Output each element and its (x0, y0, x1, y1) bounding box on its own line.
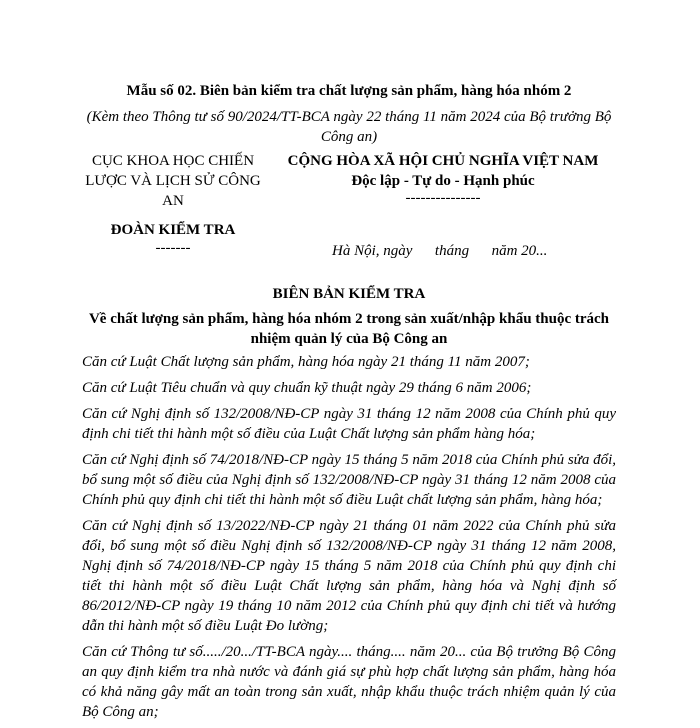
document-subject: Về chất lượng sản phẩm, hàng hóa nhóm 2 trong sản xuất/nhập khẩu thuộc trách nhiệm quản lý của Bộ Công an (88, 311, 610, 347)
agency-name: CỤC KHOA HỌC CHIẾN LƯỢC VÀ LỊCH SỬ CÔNG AN (85, 153, 261, 209)
legal-basis-item: Căn cứ Thông tư số...../20.../TT-BCA ngày.... tháng.... năm 20... của Bộ trưởng Bộ Công an quy định kiểm tra nhà nước và đánh giá sự phù hợp chất lượng sản phẩm, hàng hóa có khả năng gây mất an toàn trong sản xuất, nhập khẩu thuộc trách nhiệm quản lý của Bộ Công an; (82, 644, 616, 720)
document-page (82, 0, 617, 720)
nation-motto: Độc lập - Tự do - Hạnh phúc (351, 173, 535, 189)
legal-basis-item: Căn cứ Nghị định số 132/2008/NĐ-CP ngày 31 tháng 12 năm 2008 của Chính phủ quy định chi tiết thi hành một số điều của Luật Chất lượng sản phẩm hàng hóa; (82, 406, 616, 442)
legal-bases-list (82, 352, 616, 728)
legal-basis-item: Căn cứ Luật Tiêu chuẩn và quy chuẩn kỹ thuật ngày 29 tháng 6 năm 2006; (82, 380, 532, 396)
form-title: Mẫu số 02. Biên bản kiểm tra chất lượng sản phẩm, hàng hóa nhóm 2 (126, 83, 572, 99)
inspection-team: ĐOÀN KIỂM TRA (110, 222, 236, 238)
nation-name: CỘNG HÒA XÃ HỘI CHỦ NGHĨA VIỆT NAM (287, 153, 599, 169)
legal-basis-item: Căn cứ Luật Chất lượng sản phẩm, hàng hóa ngày 21 tháng 11 năm 2007; (82, 354, 530, 370)
place-and-date: Hà Nội, ngày tháng năm 20... (332, 243, 548, 259)
national-header (270, 151, 616, 205)
nation-divider: --------------- (405, 190, 481, 206)
issuing-agency (82, 151, 264, 256)
form-subtitle: (Kèm theo Thông tư số 90/2024/TT-BCA ngày 22 tháng 11 năm 2024 của Bộ trưởng Bộ Công an) (86, 109, 612, 145)
legal-basis-item: Căn cứ Nghị định số 74/2018/NĐ-CP ngày 15 tháng 5 năm 2018 của Chính phủ sửa đổi, bổ sung một số điều của Nghị định số 132/2008/NĐ-CP ngày 31 tháng 12 năm 2008 của Chính phủ quy định chi tiết thi hành một số điều Luật chất lượng sản phẩm, hàng hóa; (82, 452, 617, 508)
document-title: BIÊN BẢN KIỂM TRA (272, 286, 426, 302)
agency-divider: ------- (155, 240, 191, 256)
legal-basis-item: Căn cứ Nghị định số 13/2022/NĐ-CP ngày 21 tháng 01 năm 2022 của Chính phủ sửa đổi, bổ sung một số điều Nghị định số 132/2008/NĐ-CP ngày 31 tháng 12 năm 2008, Nghị định số 74/2018/NĐ-CP ngày 15 tháng 5 năm 2018 của Chính phủ quy định chi tiết thi hành một số điều Luật Chất lượng sản phẩm, hàng hóa và Nghị định số 86/2012/NĐ-CP ngày 19 tháng 10 năm 2012 của Chính phủ quy định chi tiết và hướng dẫn thi hành một số điều Luật Đo lường; (82, 518, 616, 634)
